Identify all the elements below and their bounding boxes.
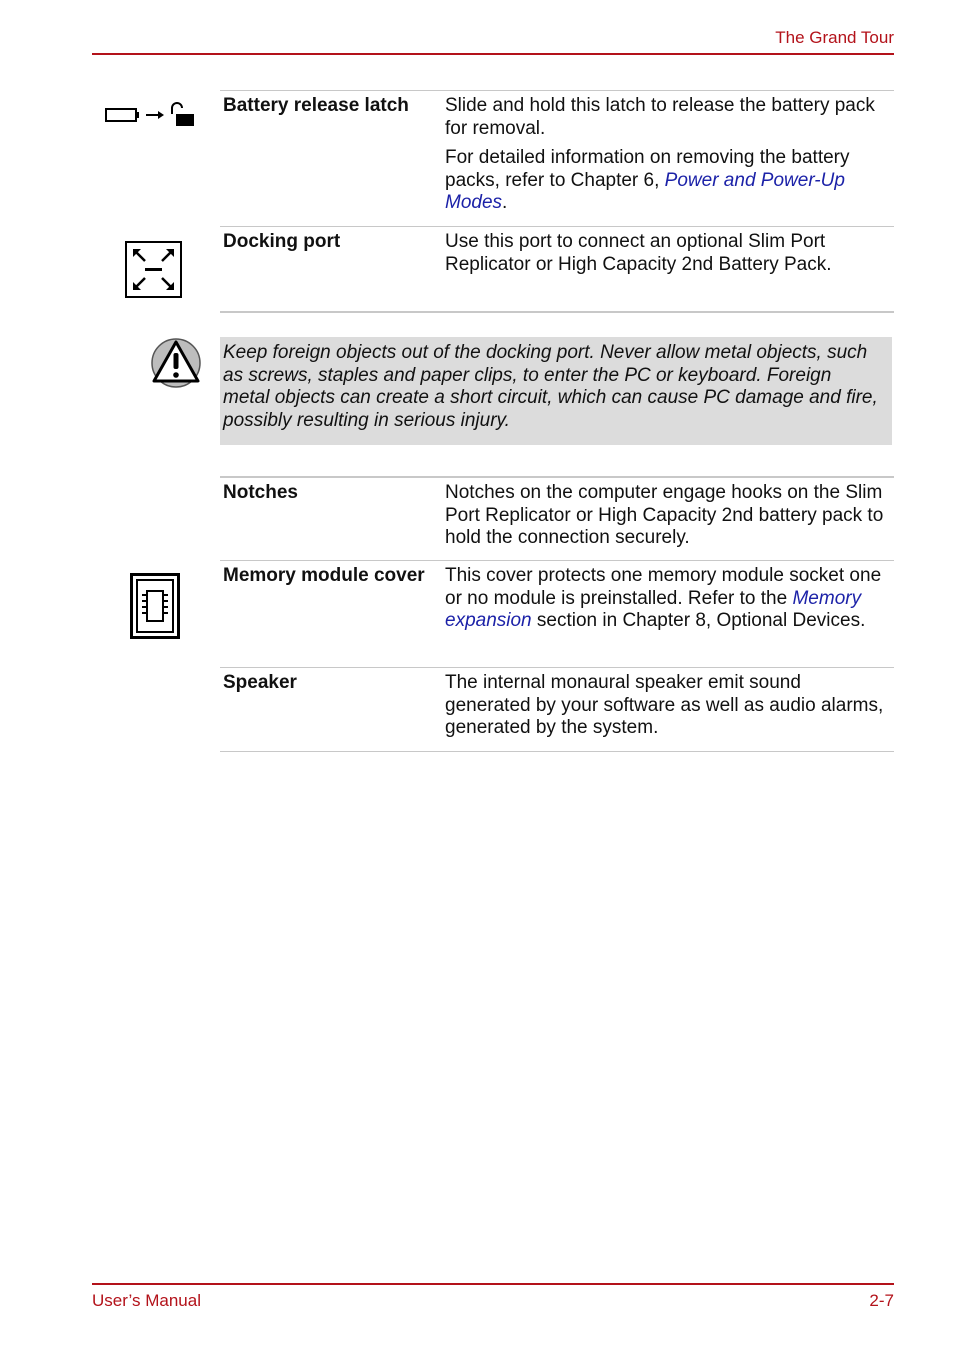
term-battery-release-latch: Battery release latch [223, 95, 409, 116]
table-row [220, 561, 894, 668]
table-row [220, 227, 894, 313]
table-row [220, 668, 894, 752]
header-rule [92, 53, 894, 55]
desc-battery-release-latch [442, 91, 894, 226]
desc-text: For detailed information on removing the battery packs, refer to Chapter 6, [445, 147, 850, 191]
desc-docking-port: Use this port to connect an optional Slim Port Replicator or High Capacity 2nd Battery Pack. [445, 231, 832, 275]
battery-release-latch-icon [104, 100, 196, 133]
footer-manual-title: User’s Manual [92, 1291, 201, 1310]
desc-speaker: The internal monaural speaker emit sound generated by your software as well as audio alarms, generated by the system. [445, 672, 884, 738]
term-notches: Notches [223, 482, 298, 503]
desc-memory-module-cover [442, 561, 894, 667]
table-row [220, 478, 894, 561]
page-header-title: The Grand Tour [775, 28, 894, 47]
power-modes-link[interactable]: Power and Power-Up Modes [445, 169, 845, 213]
page-number: 2-7 [869, 1291, 894, 1310]
table-row [220, 91, 894, 227]
term-memory-module-cover: Memory module cover [223, 565, 425, 586]
desc-paragraph: Slide and hold this latch to release the battery pack for removal. [445, 95, 875, 139]
component-table-2 [220, 476, 894, 752]
warning-box [220, 337, 892, 445]
memory-expansion-link[interactable]: Memory expansion [445, 587, 862, 631]
term-docking-port: Docking port [223, 231, 341, 252]
footer-rule [92, 1283, 894, 1285]
desc-paragraph [445, 147, 888, 215]
warning-icon [150, 337, 202, 394]
desc-text: section in Chapter 8, Optional Devices. [531, 610, 866, 631]
memory-module-icon [130, 573, 180, 644]
warning-text: Keep foreign objects out of the docking port. Never allow metal objects, such as screws, staples and paper clips, to enter the PC or keyboard. Foreign metal objects can create a short circuit, which can cause PC damage and fire, possibly resulting in serious injury. [223, 342, 878, 431]
desc-text: . [502, 192, 508, 213]
desc-text: This cover protects one memory module socket one or no module is preinstalled. Refer to the [445, 565, 882, 609]
docking-port-icon [125, 241, 182, 303]
desc-notches: Notches on the computer engage hooks on the Slim Port Replicator or High Capacity 2nd battery pack to hold the connection securely. [445, 482, 884, 548]
component-table-1 [220, 90, 894, 313]
term-speaker: Speaker [223, 672, 297, 693]
